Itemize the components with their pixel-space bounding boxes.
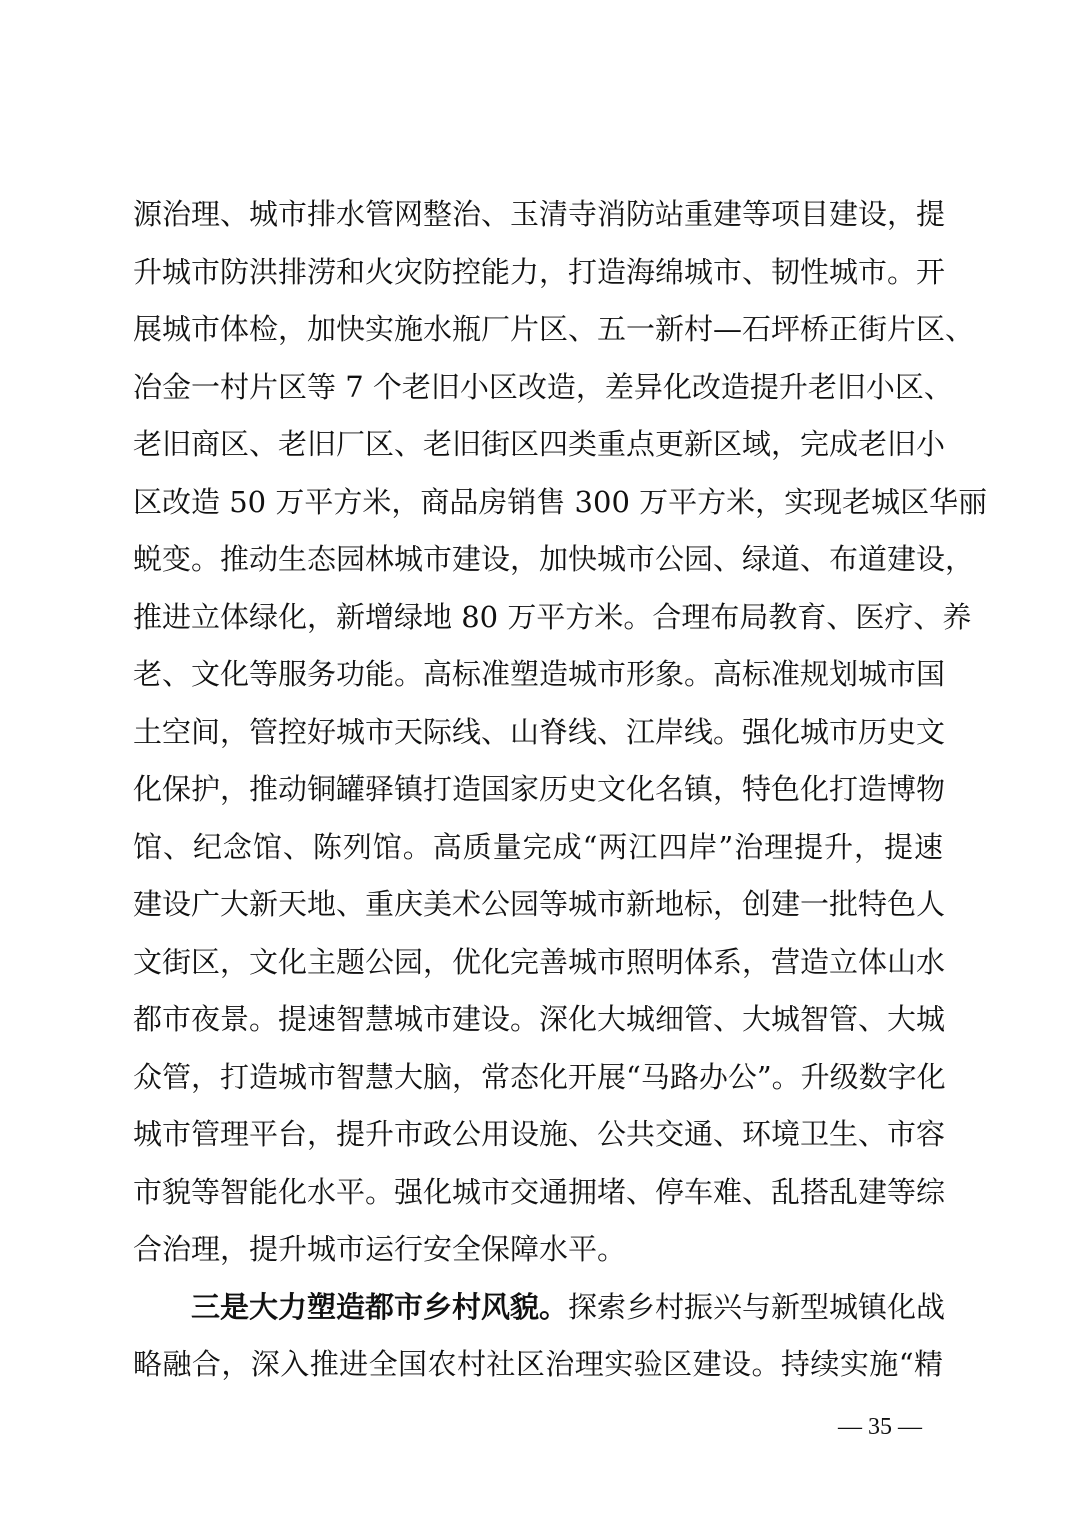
text-line: 城市管理平台，提升市政公用设施、公共交通、环境卫生、市容: [133, 1117, 946, 1151]
text-line: 建设广大新天地、重庆美术公园等城市新地标，创建一批特色人: [133, 887, 946, 921]
text-line: 源治理、城市排水管网整治、玉清寺消防站重建等项目建设，提: [133, 197, 946, 231]
text-line: 冶金一村片区等 7 个老旧小区改造，差异化改造提升老旧小区、: [133, 369, 953, 404]
text-line: 市貌等智能化水平。强化城市交通拥堵、停车难、乱搭乱建等综: [133, 1174, 946, 1209]
section-heading-inline: 三是大力塑造都市乡村风貌。: [191, 1289, 569, 1324]
body-text: [133, 186, 988, 1394]
text-line: 合治理，提升城市运行安全保障水平。: [133, 1232, 627, 1266]
text-line: 众管，打造城市智慧大脑，常态化开展“马路办公”。升级数字化: [133, 1059, 946, 1094]
text-fragment: 探索乡村振兴与新型城镇化战: [568, 1289, 946, 1324]
text-line: 馆、纪念馆、陈列馆。高质量完成“两江四岸”治理提升，提速: [133, 829, 943, 864]
paragraph-lead-line: [133, 1279, 946, 1337]
text-line: 升城市防洪排涝和火灾防控能力，打造海绵城市、韧性城市。开: [133, 254, 946, 289]
text-line: 老、文化等服务功能。高标准塑造城市形象。高标准规划城市国: [133, 657, 946, 691]
text-line: 展城市体检，加快实施水瓶厂片区、五一新村—石坪桥正街片区、: [133, 312, 975, 346]
text-line: 化保护，推动铜罐驿镇打造国家历史文化名镇，特色化打造博物: [133, 772, 946, 806]
text-line: 略融合，深入推进全国农村社区治理实验区建设。持续实施“精: [133, 1347, 943, 1381]
text-line: 都市夜景。提速智慧城市建设。深化大城细管、大城智管、大城: [133, 1002, 946, 1036]
text-line: 老旧商区、老旧厂区、老旧街区四类重点更新区域，完成老旧小: [133, 427, 946, 461]
text-line: 推进立体绿化，新增绿地 80 万平方米。合理布局教育、医疗、养: [133, 599, 972, 634]
text-line: 文街区，文化主题公园，优化完善城市照明体系，营造立体山水: [133, 944, 946, 979]
text-line: 区改造 50 万平方米，商品房销售 300 万平方米，实现老城区华丽: [133, 484, 988, 519]
page-number: — 35 —: [838, 1414, 922, 1440]
text-line: 土空间，管控好城市天际线、山脊线、江岸线。强化城市历史文: [133, 714, 946, 749]
text-line: 蜕变。推动生态园林城市建设，加快城市公园、绿道、布道建设，: [133, 542, 975, 576]
